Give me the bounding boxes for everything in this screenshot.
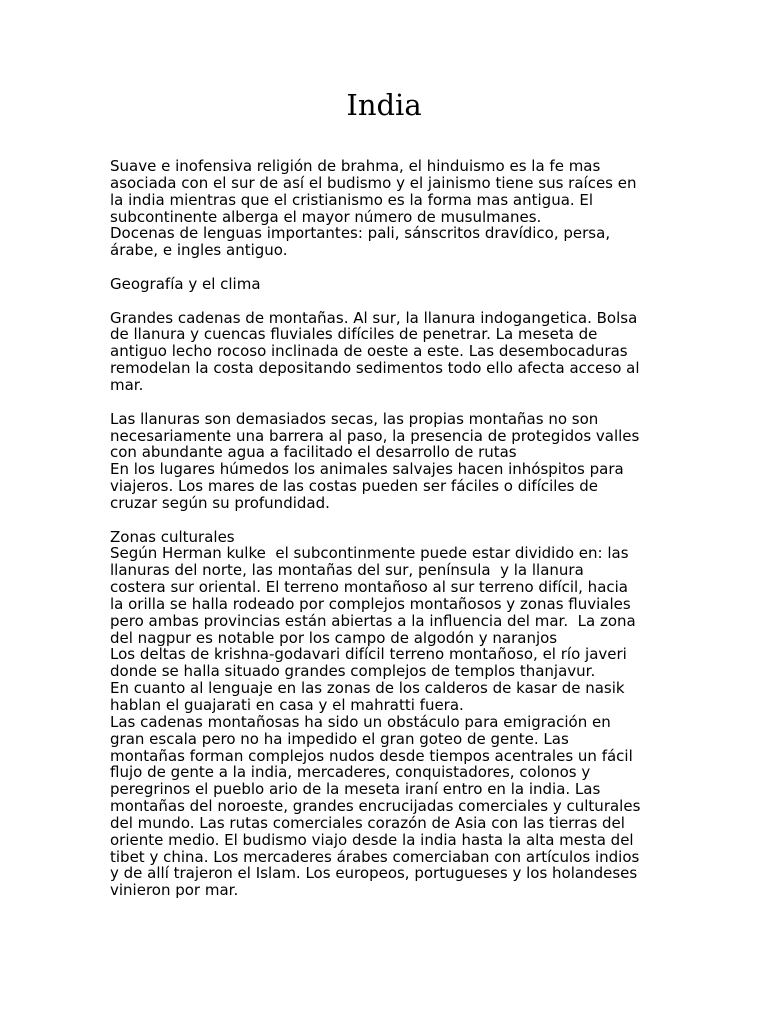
text-line: Las llanuras son demasiados secas, las propias montañas no son: [110, 409, 599, 428]
text-line: de llanura y cuencas fluviales difíciles de penetrar. La meseta de: [110, 325, 598, 344]
text-line: En los lugares húmedos los animales salvajes hacen inhóspitos para: [110, 460, 624, 479]
text-line: costera sur oriental. El terreno montañoso al sur terreno difícil, hacia: [110, 578, 628, 597]
paragraph-gap: [110, 293, 658, 310]
text-line: vinieron por mar.: [110, 881, 239, 900]
text-line: Zonas culturales: [110, 527, 235, 546]
text-line: pero ambas provincias están abiertas a la influencia del mar. La zona: [110, 611, 636, 630]
text-line: necesariamente una barrera al paso, la presencia de protegidos valles: [110, 426, 640, 445]
text-line: árabe, e ingles antiguo.: [110, 241, 288, 260]
text-line: peregrinos el pueblo ario de la meseta iraní entro en la india. Las: [110, 780, 601, 799]
text-line: del mundo. Las rutas comerciales corazón de Asia con las tierras del: [110, 813, 625, 832]
text-line: oriente medio. El budismo viajo desde la india hasta la alta mesta del: [110, 830, 634, 849]
text-line: flujo de gente a la india, mercaderes, conquistadores, colonos y: [110, 763, 591, 782]
text-line: hablan el guajarati en casa y el mahratti fuera.: [110, 696, 464, 714]
text-line: con abundante agua a facilitado el desarrollo de rutas: [110, 443, 517, 462]
text-line: Docenas de lenguas importantes: pali, sánscritos dravídico, persa,: [110, 224, 611, 243]
text-line: mar.: [110, 375, 144, 394]
text-line: la india mientras que el cristianismo es la forma mas antigua. El: [110, 190, 594, 209]
paragraph-gap: [110, 259, 658, 276]
text-line: del nagpur es notable por los campo de algodón y naranjos: [110, 628, 558, 647]
text-line: montañas del noroeste, grandes encrucijadas comerciales y culturales: [110, 797, 641, 816]
paragraph-gap: [110, 394, 658, 411]
text-line: En cuanto al lenguaje en las zonas de los calderos de kasar de nasik: [110, 679, 625, 698]
text-line: la orilla se halla rodeado por complejos montañosos y zonas fluviales: [110, 594, 631, 613]
text-line: llanuras del norte, las montañas del sur, península y la llanura: [110, 561, 584, 580]
text-line: Geografía y el clima: [110, 274, 261, 293]
text-line: y de allí trajeron el Islam. Los europeos, portugueses y los holandeses: [110, 864, 638, 883]
text-line: remodelan la costa depositando sedimentos todo ello afecta acceso al: [110, 359, 640, 378]
text-line: gran escala pero no ha impedido el gran goteo de gente. Las: [110, 729, 569, 748]
text-line: cruzar según su profundidad.: [110, 493, 330, 512]
paragraph-gap: [110, 512, 658, 529]
text-line: Los deltas de krishna-godavari difícil terreno montañoso, el río javeri: [110, 645, 627, 664]
text-line: asociada con el sur de así el budismo y el jainismo tiene sus raíces en: [110, 173, 637, 192]
text-line: tibet y china. Los mercaderes árabes comerciaban con artículos indios: [110, 847, 640, 866]
text-line: Grandes cadenas de montañas. Al sur, la llanura indogangetica. Bolsa: [110, 308, 638, 327]
text-line: antiguo lecho rocoso inclinada de oeste a este. Las desembocaduras: [110, 342, 628, 361]
text-line: montañas forman complejos nudos desde tiempos acentrales un fácil: [110, 746, 633, 765]
text-line: Suave e inofensiva religión de brahma, el hinduismo es la fe mas: [110, 157, 601, 175]
document-title: India: [346, 88, 422, 122]
text-line: Según Herman kulke el subcontinmente puede estar dividido en: las: [110, 544, 629, 563]
text-line: donde se halla situado grandes complejos de templos thanjavur.: [110, 662, 596, 681]
text-line: viajeros. Los mares de las costas pueden ser fáciles o difíciles de: [110, 477, 599, 496]
text-line: Las cadenas montañosas ha sido un obstáculo para emigración en: [110, 712, 611, 731]
document-body: [110, 158, 658, 899]
text-line: subcontinente alberga el mayor número de musulmanes.: [110, 207, 542, 226]
